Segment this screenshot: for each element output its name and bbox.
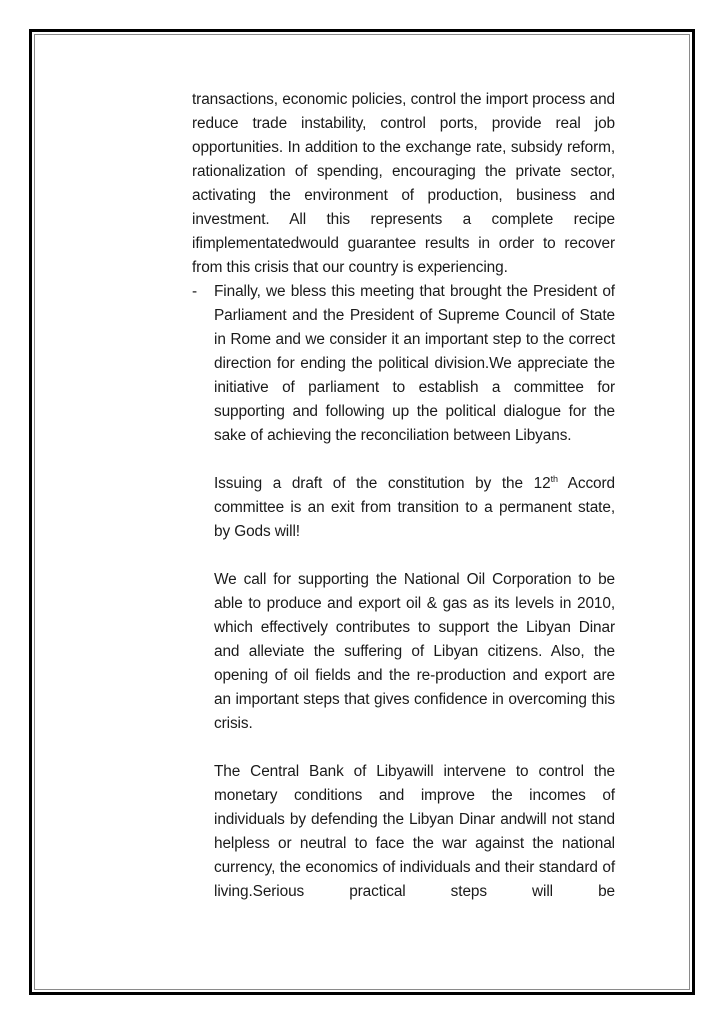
document-body: [192, 88, 615, 904]
bullet-marker: -: [192, 283, 198, 300]
ordinal-suffix: th: [550, 473, 558, 484]
bullet-text: Finally, we bless this meeting that brought the President of Parliament and the President of Supreme Council of State in Rome and we consider it an important step to the correct direction for ending the political division.We appreciate the initiative of parliament to establish a committee for supporting and following up the political dialogue for the sake of achieving the reconciliation between Libyans.: [214, 283, 615, 444]
bullet-item: [192, 280, 615, 448]
constitution-paragraph: [192, 472, 615, 544]
constitution-text-end: Accord committee is an exit from transition to a permanent state, by Gods will!: [214, 475, 615, 540]
oil-paragraph: We call for supporting the National Oil Corporation to be able to produce and export oil & gas as its levels in 2010, which effectively contributes to support the Libyan Dinar and alleviate the suffering of Libyan citizens. Also, the opening of oil fields and the re-production and export are an important steps that gives confidence in overcoming this crisis.: [214, 571, 615, 732]
intro-paragraph: transactions, economic policies, control the import process and reduce trade instability, control ports, provide real job opportunities. In addition to the exchange rate, subsidy reform, rationalization of spending, encouraging the private sector, activating the environment of production, business and investment. All this represents a complete recipe ifimplementatedwould guarantee results in order to recover from this crisis that our country is experiencing.: [192, 91, 615, 276]
central-bank-paragraph: The Central Bank of Libyawill intervene to control the monetary conditions and improve the incomes of individuals by defending the Libyan Dinar andwill not stand helpless or neutral to face the war against the national currency, the economics of individuals and their standard of living.Serious practical steps will be: [214, 763, 615, 900]
constitution-text-start: Issuing a draft of the constitution by the 12: [214, 475, 551, 492]
